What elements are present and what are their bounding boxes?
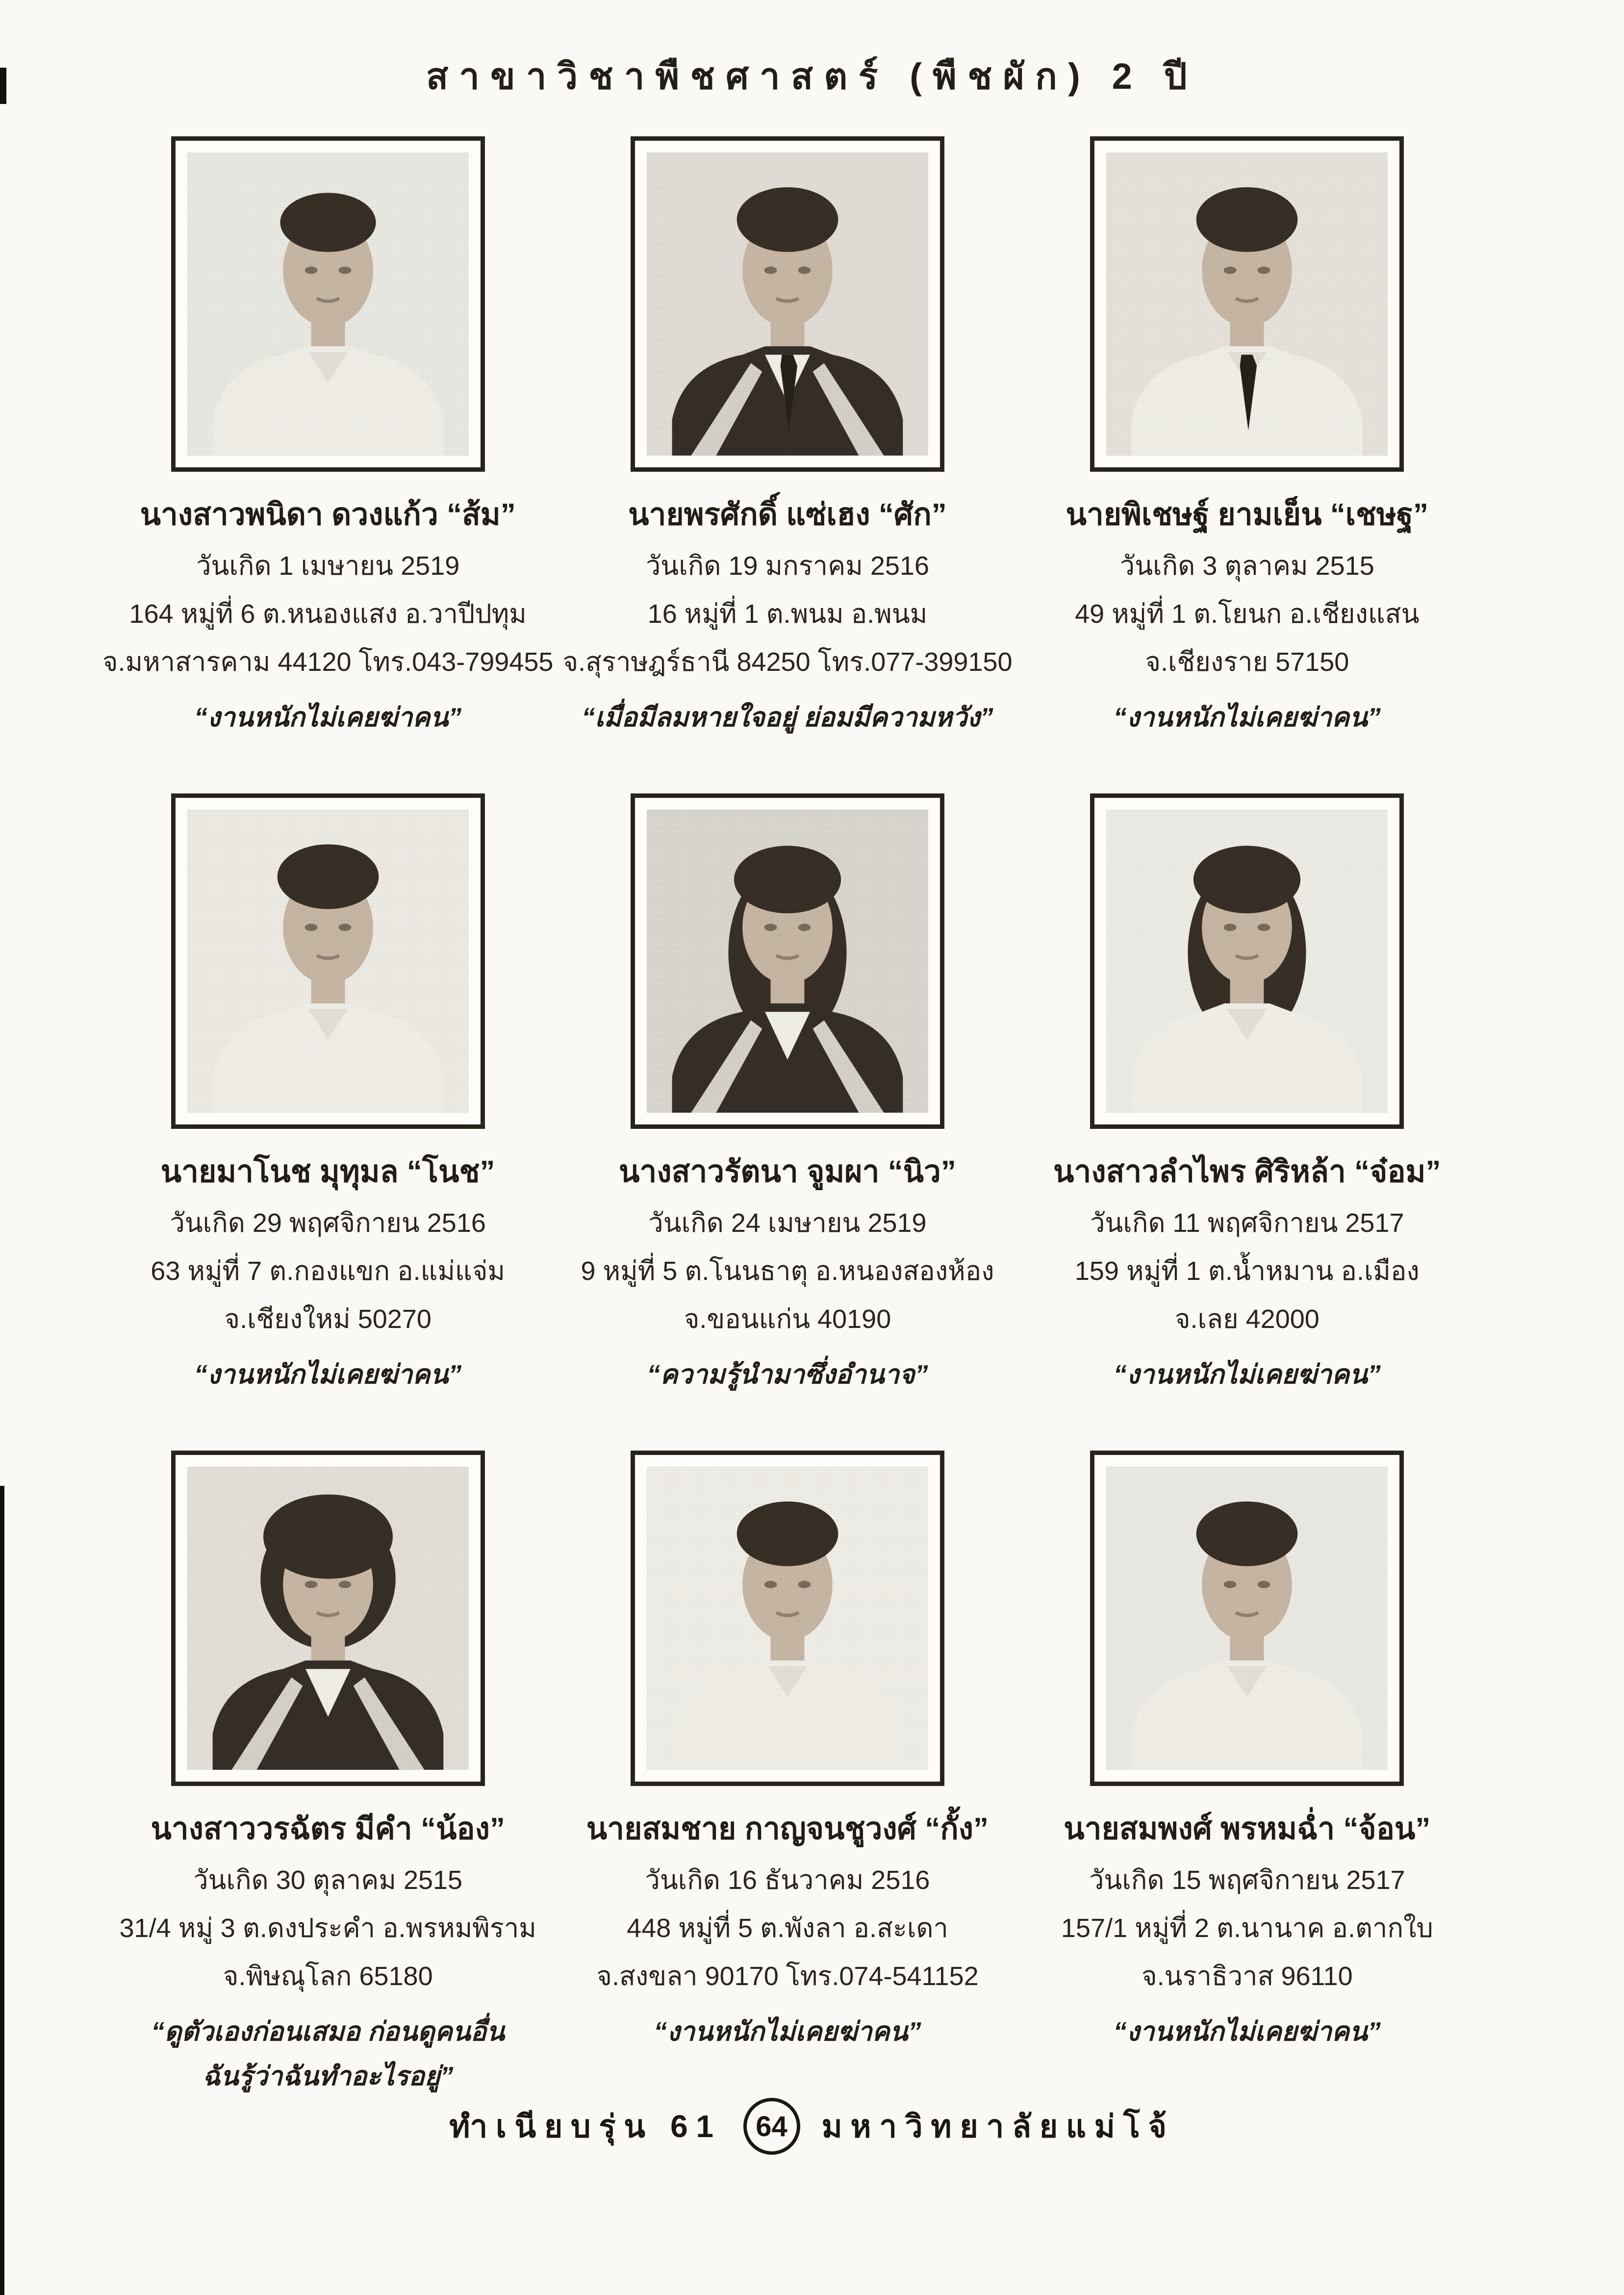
student-quote: “เมื่อมีลมหายใจอยู่ ย่อมมีความหวัง” <box>582 702 993 732</box>
student-address-line1: 164 หมู่ที่ 6 ต.หนองแสง อ.วาปีปทุม <box>129 599 527 629</box>
student-quote: “ความรู้นำมาซึ่งอำนาจ” <box>647 1359 928 1389</box>
student-caption <box>1017 1811 1477 2054</box>
student-address-line1: 63 หมู่ที่ 7 ต.กองแขก อ.แม่แจ่ม <box>151 1256 506 1286</box>
student-address-line1: 31/4 หมู่ 3 ต.ดงประคำ อ.พรหมพิราม <box>119 1913 536 1943</box>
student-photo-frame <box>631 1451 944 1786</box>
student-caption <box>1017 497 1477 740</box>
student-quote: “งานหนักไม่เคยฆ่าคน” <box>654 2016 921 2046</box>
student-photo-frame <box>171 1451 485 1786</box>
portrait-photo <box>1106 1467 1388 1770</box>
page-footer <box>0 2098 1624 2155</box>
student-birthdate: วันเกิด 11 พฤศจิกายน 2517 <box>1090 1208 1404 1238</box>
student-photo-frame <box>1090 136 1404 472</box>
student-birthdate: วันเกิด 19 มกราคม 2516 <box>645 551 929 581</box>
student-card <box>1017 136 1477 793</box>
student-name: นางสาวลำไพร ศิริหล้า “จ๋อม” <box>1053 1155 1441 1189</box>
student-address-line1: 159 หมู่ที่ 1 ต.น้ำหมาน อ.เมือง <box>1074 1256 1420 1286</box>
student-name: นายพรศักดิ์ แซ่เฮง “ศัก” <box>628 498 947 532</box>
page-header <box>0 0 1624 105</box>
portrait-photo <box>1106 810 1388 1113</box>
student-quote: “งานหนักไม่เคยฆ่าคน” <box>194 1359 462 1389</box>
footer-university-label: มหาวิทยาลัยแม่โจ้ <box>821 2109 1175 2144</box>
student-name: นางสาวพนิดา ดวงแก้ว “ส้ม” <box>140 498 516 532</box>
student-caption <box>98 497 558 740</box>
student-name: นางสาววรฉัตร มีคำ “น้อง” <box>151 1812 505 1846</box>
student-name: นายสมชาย กาญจนชูวงศ์ “กั้ง” <box>586 1812 989 1846</box>
student-photo-frame <box>631 136 944 472</box>
student-name: นายสมพงศ์ พรหมฉ่ำ “จ้อน” <box>1064 1812 1431 1846</box>
student-card <box>558 1451 1017 2108</box>
student-quote: “งานหนักไม่เคยฆ่าคน” <box>1113 702 1381 732</box>
student-photo-frame <box>631 793 944 1129</box>
student-birthdate: วันเกิด 29 พฤศจิกายน 2516 <box>170 1208 486 1238</box>
student-quote: “งานหนักไม่เคยฆ่าคน” <box>194 702 462 732</box>
portrait-photo <box>647 1467 928 1770</box>
student-birthdate: วันเกิด 24 เมษายน 2519 <box>648 1208 927 1238</box>
student-birthdate: วันเกิด 3 ตุลาคม 2515 <box>1119 551 1374 581</box>
page-title: สาขาวิชาพืชศาสตร์ (พืชผัก) 2 ปี <box>426 56 1198 97</box>
student-address-line1: 49 หมู่ที่ 1 ต.โยนก อ.เชียงแสน <box>1075 599 1420 629</box>
student-address-line1: 16 หมู่ที่ 1 ต.พนม อ.พนม <box>647 599 928 629</box>
page-number: 64 <box>756 2110 787 2142</box>
student-name: นางสาวรัตนา จูมผา “นิว” <box>619 1155 956 1189</box>
portrait-photo <box>187 810 469 1113</box>
student-address-line2: จ.สุราษฎร์ธานี 84250 โทร.077-399150 <box>562 647 1013 677</box>
student-birthdate: วันเกิด 1 เมษายน 2519 <box>196 551 460 581</box>
student-address-line1: 9 หมู่ที่ 5 ต.โนนธาตุ อ.หนองสองห้อง <box>581 1256 994 1286</box>
student-card <box>1017 1451 1477 2108</box>
student-photo-frame <box>171 136 485 472</box>
student-address-line1: 448 หมู่ที่ 5 ต.พังลา อ.สะเดา <box>627 1913 948 1943</box>
student-quote: “งานหนักไม่เคยฆ่าคน” <box>1113 1359 1381 1389</box>
student-address-line2: จ.เลย 42000 <box>1174 1304 1320 1334</box>
scan-artifact-line <box>0 1486 4 2295</box>
student-quote: “ดูตัวเองก่อนเสมอ ก่อนดูคนอื่น ฉันรู้ว่าฉันทำอะไรอยู่” <box>151 2016 505 2091</box>
student-address-line2: จ.พิษณุโลก 65180 <box>223 1962 433 1991</box>
student-card <box>98 793 558 1451</box>
portrait-photo <box>647 810 928 1113</box>
scan-artifact-mark <box>0 68 6 104</box>
page-number-badge <box>743 2098 800 2155</box>
student-card <box>1017 793 1477 1451</box>
students-grid <box>98 136 1477 2108</box>
student-name: นายพิเชษฐ์ ยามเย็น “เชษฐ” <box>1066 498 1429 532</box>
student-photo-frame <box>1090 793 1404 1129</box>
portrait-photo <box>187 153 469 456</box>
student-caption <box>558 1154 1017 1397</box>
student-name: นายมาโนช มุทุมล “โนช” <box>160 1155 495 1189</box>
student-address-line2: จ.สงขลา 90170 โทร.074-541152 <box>596 1962 979 1991</box>
student-address-line2: จ.ขอนแก่น 40190 <box>684 1304 891 1334</box>
student-birthdate: วันเกิด 15 พฤศจิกายน 2517 <box>1089 1865 1405 1895</box>
student-photo-frame <box>1090 1451 1404 1786</box>
student-quote: “งานหนักไม่เคยฆ่าคน” <box>1113 2016 1381 2046</box>
student-birthdate: วันเกิด 30 ตุลาคม 2515 <box>193 1865 463 1895</box>
student-caption <box>1017 1154 1477 1397</box>
footer-roster-label: ทำเนียบรุ่น 61 <box>449 2109 722 2144</box>
student-caption <box>98 1154 558 1397</box>
portrait-photo <box>647 153 928 456</box>
student-caption <box>558 1811 1017 2054</box>
student-photo-frame <box>171 793 485 1129</box>
student-address-line2: จ.มหาสารคาม 44120 โทร.043-799455 <box>102 647 554 677</box>
student-card <box>558 793 1017 1451</box>
student-address-line2: จ.เชียงใหม่ 50270 <box>224 1304 431 1334</box>
student-caption <box>98 1811 558 2099</box>
student-card <box>98 136 558 793</box>
portrait-photo <box>1106 153 1388 456</box>
student-address-line2: จ.นราธิวาส 96110 <box>1142 1962 1353 1991</box>
student-address-line2: จ.เชียงราย 57150 <box>1145 647 1349 677</box>
student-card <box>98 1451 558 2108</box>
student-birthdate: วันเกิด 16 ธันวาคม 2516 <box>645 1865 930 1895</box>
student-card <box>558 136 1017 793</box>
student-caption <box>558 497 1017 740</box>
portrait-photo <box>187 1467 469 1770</box>
student-address-line1: 157/1 หมู่ที่ 2 ต.นานาค อ.ตากใบ <box>1061 1913 1433 1943</box>
